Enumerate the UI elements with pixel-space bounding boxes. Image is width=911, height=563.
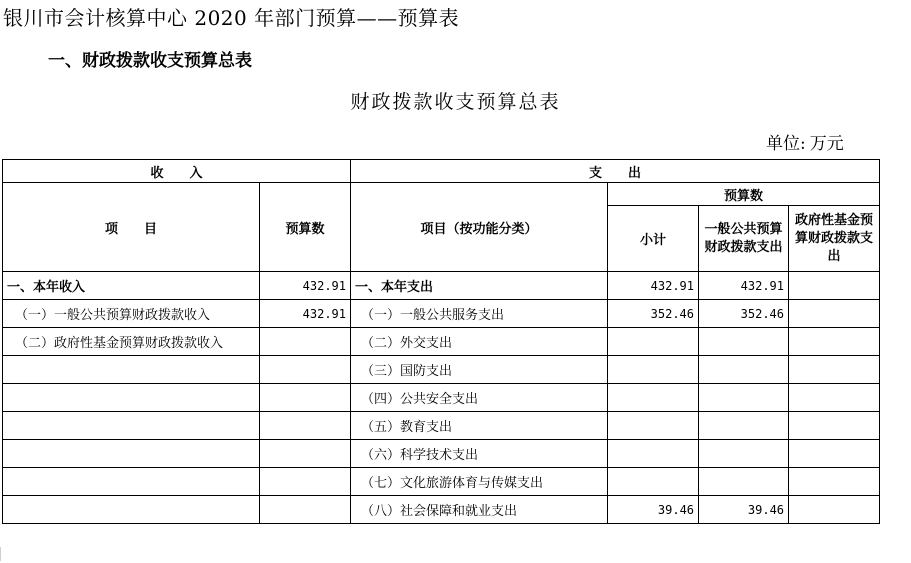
table-row [3, 384, 880, 412]
col-item-header: 项 目 [3, 183, 260, 272]
subtotal-cell [608, 356, 699, 384]
fund-budget-cell [789, 468, 880, 496]
table-row [3, 272, 880, 300]
fund-budget-cell [789, 328, 880, 356]
fund-budget-cell [789, 384, 880, 412]
table-row [3, 412, 880, 440]
document-title: 银川市会计核算中心 2020 年部门预算——预算表 [3, 6, 460, 30]
expense-header: 支 出 [351, 160, 880, 183]
expense-item-cell: （八）社会保障和就业支出 [351, 496, 608, 524]
general-budget-cell: 352.46 [699, 300, 789, 328]
income-amount-cell: 432.91 [260, 300, 351, 328]
subtotal-cell [608, 412, 699, 440]
expense-item-cell: （六）科学技术支出 [351, 440, 608, 468]
expense-item-cell: （一）一般公共服务支出 [351, 300, 608, 328]
expense-item-cell: （五）教育支出 [351, 412, 608, 440]
income-amount-cell [260, 384, 351, 412]
general-budget-cell [699, 412, 789, 440]
header-row-2 [3, 183, 880, 206]
income-item-cell: 一、本年收入 [3, 272, 260, 300]
unit-value: 万元 [809, 134, 844, 154]
fund-budget-cell [789, 440, 880, 468]
expense-item-cell: （三）国防支出 [351, 356, 608, 384]
subtotal-cell [608, 468, 699, 496]
fund-budget-cell [789, 300, 880, 328]
income-item-cell: （二）政府性基金预算财政拨款收入 [3, 328, 260, 356]
general-budget-cell [699, 468, 789, 496]
subtotal-cell [608, 384, 699, 412]
general-budget-cell [699, 356, 789, 384]
fund-budget-cell [789, 356, 880, 384]
subtotal-cell [608, 440, 699, 468]
income-amount-cell [260, 440, 351, 468]
income-amount-cell [260, 412, 351, 440]
expense-item-cell: （四）公共安全支出 [351, 384, 608, 412]
income-item-cell [3, 384, 260, 412]
general-budget-cell [699, 328, 789, 356]
page-edge-marker [0, 547, 3, 561]
income-item-cell: （一）一般公共预算财政拨款收入 [3, 300, 260, 328]
income-item-cell [3, 496, 260, 524]
general-budget-cell [699, 440, 789, 468]
expense-item-cell: （二）外交支出 [351, 328, 608, 356]
fund-budget-cell [789, 272, 880, 300]
expense-item-cell: 一、本年支出 [351, 272, 608, 300]
general-budget-cell [699, 384, 789, 412]
income-header: 收 入 [3, 160, 351, 183]
budget-summary-table [2, 159, 880, 524]
income-amount-cell [260, 496, 351, 524]
col-subtotal-header: 小计 [608, 206, 699, 272]
general-budget-cell: 432.91 [699, 272, 789, 300]
income-item-cell [3, 356, 260, 384]
col-general-header: 一般公共预算财政拨款支出 [699, 206, 789, 272]
table-row [3, 468, 880, 496]
subtotal-cell: 352.46 [608, 300, 699, 328]
section-title: 一、财政拨款收支预算总表 [48, 51, 252, 71]
col-fund-header: 政府性基金预算财政拨款支出 [789, 206, 880, 272]
col-budget-header: 预算数 [260, 183, 351, 272]
table-row [3, 300, 880, 328]
table-row [3, 328, 880, 356]
subtotal-cell [608, 328, 699, 356]
income-amount-cell [260, 468, 351, 496]
income-amount-cell [260, 356, 351, 384]
income-item-cell [3, 468, 260, 496]
unit-label-text: 单位: [766, 134, 806, 154]
income-amount-cell: 432.91 [260, 272, 351, 300]
fund-budget-cell [789, 412, 880, 440]
subtotal-cell: 432.91 [608, 272, 699, 300]
income-amount-cell [260, 328, 351, 356]
fund-budget-cell [789, 496, 880, 524]
table-row [3, 440, 880, 468]
unit-label [762, 129, 844, 154]
income-item-cell [3, 440, 260, 468]
income-item-cell [3, 412, 260, 440]
general-budget-cell: 39.46 [699, 496, 789, 524]
table-body [3, 160, 880, 524]
col-func-item-header: 项目（按功能分类） [351, 183, 608, 272]
header-row-1 [3, 160, 880, 183]
table-row [3, 356, 880, 384]
col-budget-group-header: 预算数 [608, 183, 880, 206]
table-title: 财政拨款收支预算总表 [350, 91, 561, 113]
table-row [3, 496, 880, 524]
subtotal-cell: 39.46 [608, 496, 699, 524]
expense-item-cell: （七）文化旅游体育与传媒支出 [351, 468, 608, 496]
